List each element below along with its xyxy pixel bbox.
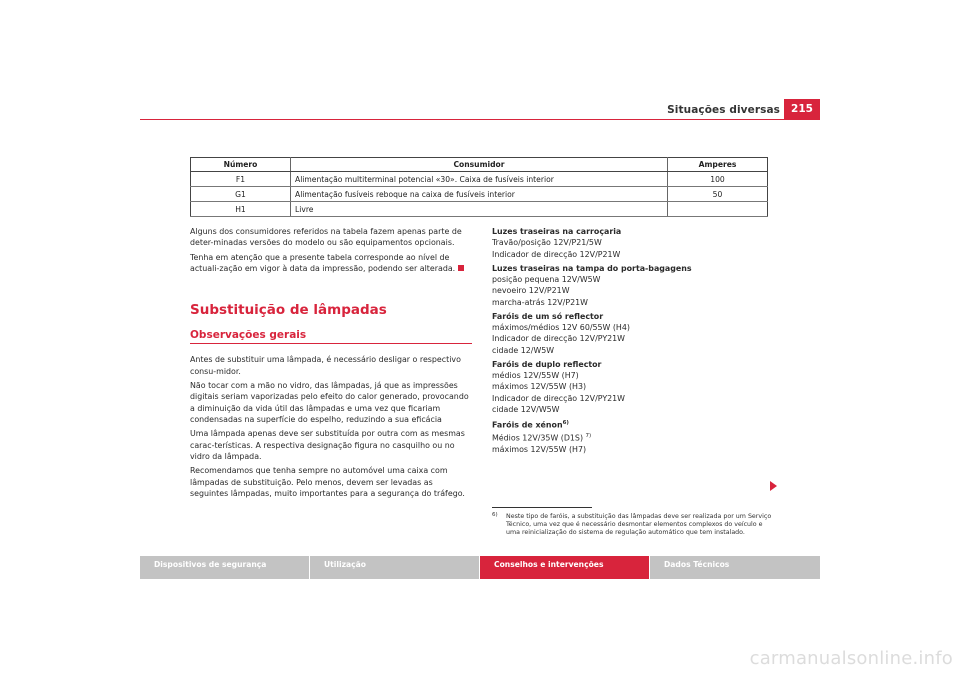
lamp-item: máximos/médios 12V 60/55W (H4) — [492, 323, 630, 333]
cell-amperes: 100 — [668, 172, 768, 187]
watermark: carmanualsonline.info — [749, 648, 953, 669]
lamp-item: máximos 12V/55W (H7) — [492, 445, 587, 455]
nav-tab-utilizacao[interactable]: Utilização — [310, 556, 479, 579]
lamp-item: cidade 12/W5W — [492, 345, 555, 355]
paragraph: Recomendamos que tenha sempre no automóvel uma caixa com lâmpadas de substituição. Pelo menos, devem ser levadas as seguintes lâmpadas, muito importantes para a segurança do tráfego. — [190, 466, 465, 499]
lamp-group-title-with-footnote — [492, 418, 782, 431]
lamp-item: posição pequena 12V/W5W — [492, 275, 601, 285]
lamp-group-title: Luzes traseiras na carroçaria — [492, 227, 622, 236]
footnote-text: Neste tipo de faróis, a substituição das lâmpadas deve ser realizada por um Serviço Técnico, uma vez que é necessário desmontar elementos complexos do veículo e uma reinicialização do sistema de regulação automático que tem instalado. — [506, 513, 772, 536]
lamp-item: nevoeiro 12V/P21W — [492, 286, 570, 296]
lamp-item: marcha-atrás 12V/P21W — [492, 297, 588, 307]
end-of-section-icon — [458, 265, 464, 271]
cell-consumidor: Alimentação multiterminal potencial «30». Caixa de fusíveis interior — [291, 172, 668, 187]
lamp-item: Médios 12V/35W (D1S) — [492, 433, 584, 443]
table-row — [191, 187, 768, 202]
lamp-item: médios 12V/55W (H7) — [492, 371, 579, 381]
lamp-item: cidade 12V/W5W — [492, 405, 560, 415]
cell-consumidor: Alimentação fusíveis reboque na caixa de fusíveis interior — [291, 187, 668, 202]
lamp-item: máximos 12V/55W (H3) — [492, 382, 587, 392]
column-header-consumidor: Consumidor — [291, 158, 668, 172]
lamp-group-title: Faróis de xénon — [492, 420, 563, 430]
footnote-mark: 6) — [492, 512, 498, 518]
nav-tab-dispositivos-de-seguranca[interactable]: Dispositivos de segurança — [140, 556, 309, 579]
paragraph: Uma lâmpada apenas deve ser substituída por outra com as mesmas carac-terísticas. A respectiva designação figura no casquilho ou no vidro da lâmpada. — [190, 429, 465, 462]
nav-tab-dados-tecnicos[interactable]: Dados Técnicos — [650, 556, 820, 579]
table-row — [191, 172, 768, 187]
lamp-item-with-footnote — [492, 431, 782, 444]
section-heading: Substituição de lâmpadas — [190, 302, 387, 319]
cell-amperes — [668, 202, 768, 217]
continue-arrow-icon — [770, 481, 777, 491]
nav-tab-conselhos-e-intervencoes[interactable]: Conselhos e intervenções — [480, 556, 649, 579]
lamp-item: Travão/posição 12V/P21/5W — [492, 238, 602, 248]
lamp-item: Indicador de direcção 12V/PY21W — [492, 334, 625, 344]
footnote — [492, 513, 774, 537]
lamp-item: Indicador de direcção 12V/P21W — [492, 249, 621, 259]
right-column — [492, 226, 782, 456]
table-header-row — [191, 158, 768, 172]
cell-amperes: 50 — [668, 187, 768, 202]
cell-consumidor: Livre — [291, 202, 668, 217]
paragraph-text: Tenha em atenção que a presente tabela corresponde ao nível de actuali-zação em vigor à data da impressão, podendo ser alterada. — [190, 252, 456, 274]
table-row — [191, 202, 768, 217]
column-header-numero: Número — [191, 158, 291, 172]
paragraph: Alguns dos consumidores referidos na tabela fazem apenas parte de deter-minadas versões do modelo ou são equipamentos opcionais. — [190, 227, 462, 248]
footnote-reference[interactable]: 6) — [562, 420, 569, 427]
left-column — [190, 226, 472, 502]
page-number: 215 — [784, 99, 820, 119]
paragraph: Não tocar com a mão no vidro, das lâmpadas, já que as impressões digitais seriam vaporizadas pelo efeito do calor generado, provocando a diminuição da vida útil das lâmpadas e uma vez que ficariam condensadas na superfície do espelho, reduzindo a sua eficácia — [190, 381, 469, 425]
subsection-heading: Observações gerais — [190, 328, 472, 344]
cell-numero: F1 — [191, 172, 291, 187]
lamp-group-title: Faróis de duplo reflector — [492, 359, 602, 369]
running-header-title: Situações diversas — [667, 104, 780, 116]
lamp-item: Indicador de direcção 12V/PY21W — [492, 393, 625, 403]
paragraph: Antes de substituir uma lâmpada, é necessário desligar o respectivo consu-midor. — [190, 355, 461, 376]
cell-numero: H1 — [191, 202, 291, 217]
fuse-table — [190, 157, 768, 217]
header-rule — [140, 119, 820, 120]
column-header-amperes: Amperes — [668, 158, 768, 172]
lamp-group-title: Faróis de um só reflector — [492, 311, 604, 321]
paragraph-with-end-mark — [190, 252, 472, 275]
lamp-group-title: Luzes traseiras na tampa do porta-bagagens — [492, 263, 692, 273]
footnote-rule — [492, 507, 592, 508]
footnote-reference[interactable]: 7) — [585, 433, 592, 440]
cell-numero: G1 — [191, 187, 291, 202]
